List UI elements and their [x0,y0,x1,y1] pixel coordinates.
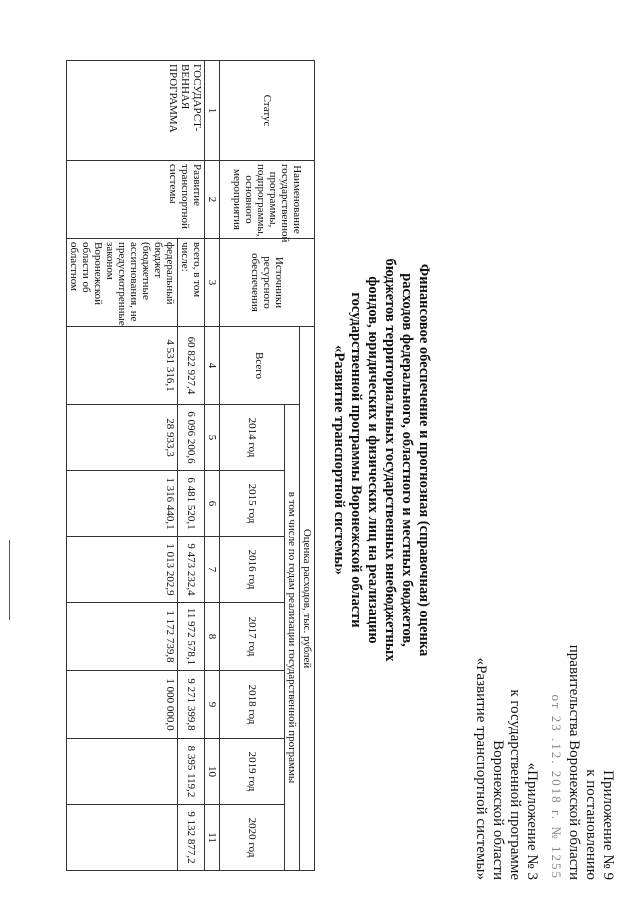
footer-divider [9,540,10,620]
appendix-3-number: «Приложение № 3 [524,762,540,880]
title-line: государственной программы Воронежской области [348,292,364,628]
title-line: фондов, юридических и физических лиц на реализацию [365,276,381,644]
row-source: всего, в том числе: [178,239,205,327]
appendix-9-number: Приложение № 9 [600,770,616,880]
header-name: Наименование государственной программы, подпрограммы, основного мероприятия [220,161,315,239]
title-line: расходов федерального, областного и местных бюджетов, [399,273,415,647]
col-number: 9 [205,671,220,739]
appendix-9-block [548,645,616,880]
appendix-3-block [472,658,540,880]
col-number: 7 [205,537,220,603]
header-estimate: Оценка расходов, тыс. рублей [300,327,315,871]
row-value: 28 933,3 [67,405,178,471]
header-year: 2018 год [220,671,285,739]
row-value [67,805,178,871]
row-value: 6 481 520,1 [178,471,205,537]
header-row [300,61,315,871]
row-value: 9 132 877,2 [178,805,205,871]
row-value: 8 395 119,2 [178,739,205,805]
appendix-3-program: «Развитие транспортной системы» [473,657,489,880]
col-number: 4 [205,327,220,405]
row-value: 1 000 000,0 [67,671,178,739]
row-value: 1 013 202,9 [67,537,178,603]
row-value: 6 096 200,6 [178,405,205,471]
col-number: 10 [205,739,220,805]
header-year: 2016 год [220,537,285,603]
title-line: Финансовое обеспечение и прогнозная (справочная) оценка [416,263,432,657]
header-year: 2014 год [220,405,285,471]
header-year: 2020 год [220,805,285,871]
header-year: 2015 год [220,471,285,537]
row-value: 9 271 399,8 [178,671,205,739]
appendix-3-ref: к государственной программе [507,689,523,880]
col-number: 5 [205,405,220,471]
row-source: федеральный бюджет (бюджетные ассигнования, не предусмотренные законом Воронежской области об областном [67,239,178,327]
header-source: Источники ресурсного обеспечения [220,239,315,327]
row-total: 60 822 927,4 [178,327,205,405]
table-row [178,61,205,871]
row-value: 1 172 739,8 [67,603,178,671]
col-number: 11 [205,805,220,871]
header-total: Всего [220,327,300,405]
appendix-9-authority: правительства Воронежской области [566,644,582,880]
row-name: Развитие транспортной системы [67,161,205,239]
appendix-3-region: Воронежской области [490,740,506,880]
col-number: 2 [205,161,220,239]
appendix-9-ref: к постановлению [583,769,599,880]
header-status: Статус [220,61,315,161]
header-year: 2019 год [220,739,285,805]
row-value: 9 473 232,4 [178,537,205,603]
financing-table [66,60,315,871]
col-number: 3 [205,239,220,327]
header-year: 2017 год [220,603,285,671]
row-status: ГОСУДАРСТ-ВЕННАЯ ПРОГРАММА [67,61,205,161]
row-value: 11 972 578,1 [178,603,205,671]
col-number: 1 [205,61,220,161]
col-number: 6 [205,471,220,537]
row-value [67,739,178,805]
title-line: «Развитие транспортной системы» [331,345,347,575]
appendix-9-date-stamp: от 23 .12. 2018 г. № 1255 [549,694,564,880]
header-by-years: в том числе по годам реализации государственной программы [285,405,300,871]
row-value: 1 316 440,1 [67,471,178,537]
col-number: 8 [205,603,220,671]
column-number-row [205,61,220,871]
title-line: бюджетов территориальных государственных внебюджетных [382,258,398,662]
row-total: 4 531 316,1 [67,327,178,405]
document-title [330,150,432,770]
